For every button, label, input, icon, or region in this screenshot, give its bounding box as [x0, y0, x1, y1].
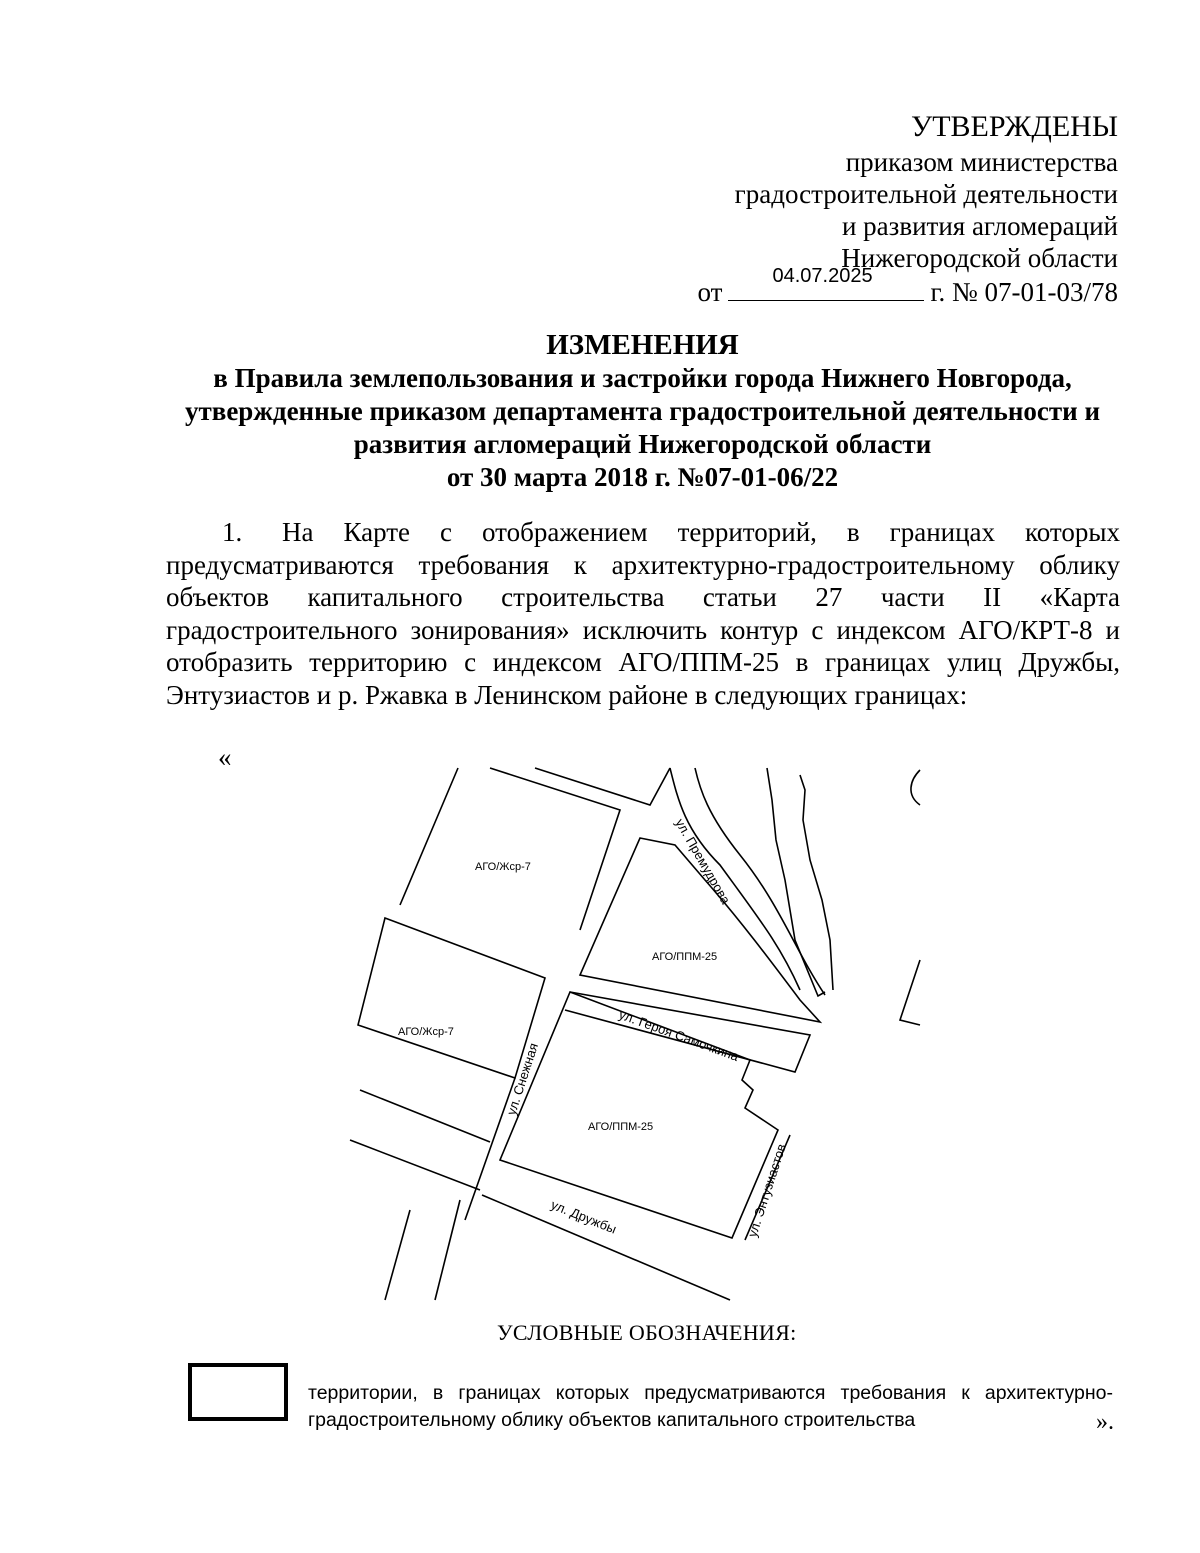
street-line	[435, 1200, 460, 1300]
map-line	[535, 768, 670, 805]
river-edge	[911, 770, 920, 805]
street-label-premudrova: ул. Премудрова	[672, 816, 734, 907]
map-line	[400, 768, 458, 905]
street-label-snezhnaya: ул. Снежная	[503, 1041, 541, 1117]
approval-date-line	[697, 265, 1118, 308]
legend-text: территории, в границах которых предусматриваются требования к архитектурно-градостроительному облику объектов капитального строительства	[308, 1382, 1113, 1431]
approval-title: УТВЕРЖДЕНЫ	[910, 110, 1118, 143]
map-line	[490, 768, 620, 930]
street-line	[360, 1090, 490, 1142]
heading-line-2: утвержденные приказом департамента градостроительной деятельности и	[184, 396, 1101, 426]
approval-line-2: градостроительной деятельности	[734, 179, 1118, 209]
heading-line-4: от 30 марта 2018 г. №07-01-06/22	[446, 462, 839, 492]
heading-line-1: в Правила землепользования и застройки города Нижнего Новгорода,	[213, 363, 1072, 393]
river-edge	[900, 960, 920, 1025]
closing-quote: ».	[1096, 1409, 1114, 1435]
legend-symbol	[188, 1363, 288, 1421]
street-label-druzhby: ул. Дружбы	[548, 1196, 619, 1237]
approval-line-4: Нижегородской области	[841, 243, 1118, 273]
street-label-entuziastov: ул. Энтузиастов	[744, 1141, 789, 1239]
river-edge	[800, 775, 833, 990]
approval-line-1: приказом министерства	[845, 147, 1118, 177]
date-blank	[728, 265, 924, 301]
approval-date: 04.07.2025	[772, 265, 873, 287]
heading-line-3: развития агломераций Нижегородской области	[353, 429, 932, 459]
zone-label-ppm25-lower: АГО/ППМ-25	[588, 1121, 654, 1133]
body-paragraph	[166, 516, 1120, 711]
zone-label-zhsr7-top: АГО/Жср-7	[475, 861, 531, 873]
legend-title: УСЛОВНЫЕ ОБОЗНАЧЕНИЯ:	[497, 1320, 797, 1345]
approval-line-3: и развития агломераций	[841, 211, 1118, 241]
block-zhsr7-left	[358, 918, 545, 1078]
approval-number: г. № 07-01-03/78	[930, 277, 1118, 307]
zone-label-ppm25-upper: АГО/ППМ-25	[652, 951, 718, 963]
street-line	[350, 1140, 480, 1190]
document-title: ИЗМЕНЕНИЯ	[546, 329, 739, 361]
zone-label-zhsr7-left: АГО/Жср-7	[398, 1026, 454, 1038]
approval-block	[698, 108, 1118, 308]
block-ppm25-lower	[500, 992, 778, 1238]
paragraph-number: 1.	[222, 517, 243, 547]
date-prefix: от	[697, 277, 723, 307]
opening-quote: «	[218, 742, 232, 772]
document-heading	[100, 328, 1185, 494]
street-line	[385, 1210, 410, 1300]
zoning-map	[340, 760, 940, 1310]
paragraph-text: На Карте с отображением территорий, в границах которых предусматриваются требования к архитектурно-градостроительному облику объектов капитального строительства статьи 27 части II «Карта градостроительного зонирования» исключить контур с индексом АГО/КРТ-8 и отобразить территорию с индексом АГО/ППМ-25 в границах улиц Дружбы, Энтузиастов и р. Ржавка в Ленинском районе в следующих границах:	[166, 517, 1120, 710]
street-label-samochkina: ул. Героя Самочкина	[616, 1006, 741, 1065]
street-line	[482, 1195, 730, 1300]
